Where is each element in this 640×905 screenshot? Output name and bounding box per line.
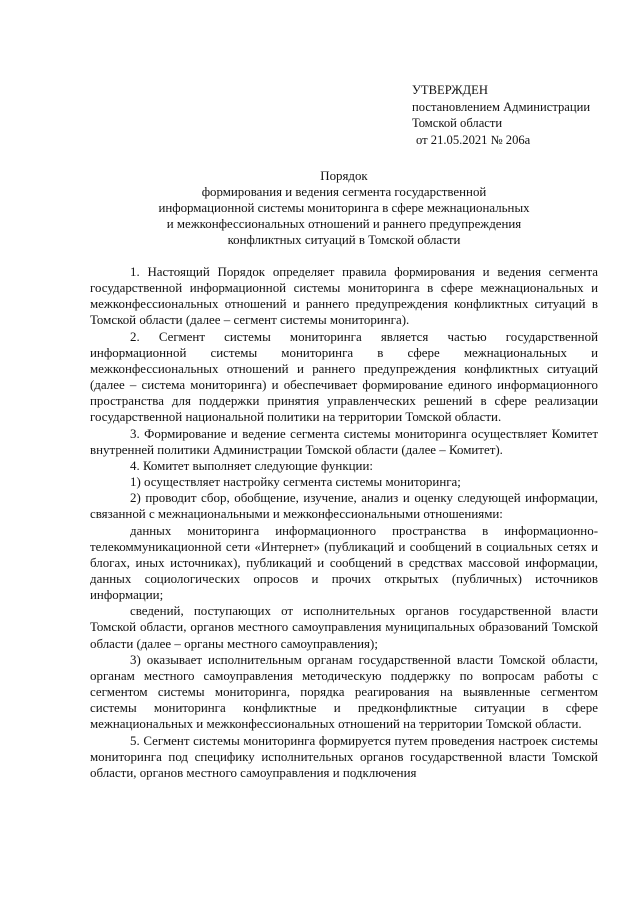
approval-line-2: Томской области [412, 116, 503, 130]
approval-stamp [412, 82, 590, 148]
approval-date: от 21.05.2021 № 206а [416, 132, 531, 147]
paragraph-5: 5. Сегмент системы мониторинга формируется путем проведения настроек системы мониторинга под специфику исполнительных органов государственной власти Томской области, органов местного самоуправления и подключения [90, 732, 598, 780]
title-line-3: информационной системы мониторинга в сфере межнациональных [158, 201, 530, 216]
approval-heading: УТВЕРЖДЕН [412, 83, 488, 97]
paragraph-4-item-3: 3) оказывает исполнительным органам государственной власти Томской области, органам местного самоуправления методическую поддержку по вопросам работы с сегментом системы мониторинга, порядка реагирования на выявленные сегментом системы мониторинга конфликтные и предконфликтные ситуации в сфере межнациональных и межконфессиональных отношений на территории Томской области. [90, 651, 598, 732]
paragraph-4-item-1: 1) осуществляет настройку сегмента системы мониторинга; [130, 474, 461, 490]
title-line-5: конфликтных ситуаций в Томской области [227, 233, 461, 248]
paragraph-3: 3. Формирование и ведение сегмента системы мониторинга осуществляет Комитет внутренней политики Администрации Томской области (далее – Комитет). [90, 425, 598, 457]
title-line-2: формирования и ведения сегмента государственной [201, 185, 487, 200]
document-title [90, 168, 598, 248]
paragraph-4-item-2-sub-b: сведений, поступающих от исполнительных органов государственной власти Томской области, органов местного самоуправления муниципальных образований Томской области (далее – органы местного самоуправления); [90, 603, 598, 651]
approval-line-1: постановлением Администрации [412, 99, 591, 114]
paragraph-4-item-2: 2) проводит сбор, обобщение, изучение, анализ и оценку следующей информации, связанной с межнациональными и межконфессиональными отношениями: [90, 490, 598, 522]
paragraph-1: 1. Настоящий Порядок определяет правила формирования и ведения сегмента государственной информационной системы мониторинга в сфере межнациональных и межконфессиональных отношений и раннего предупреждения конфликтных ситуаций в Томской области (далее – сегмент системы мониторинга). [90, 264, 598, 328]
document-body [90, 264, 598, 781]
title-line-1: Порядок [320, 169, 368, 183]
title-line-4: и межконфессиональных отношений и раннего предупреждения [166, 217, 522, 232]
paragraph-4-item-2-sub-a: данных мониторинга информационного пространства в информационно-телекоммуникационной сети «Интернет» (публикаций и сообщений в социальных сетях и блогах, иных источниках), публикаций и сообщений в средствах массовой информации, данных социологических опросов и прочих открытых (публичных) источников информации; [90, 522, 598, 603]
paragraph-4: 4. Комитет выполняет следующие функции: [130, 457, 373, 473]
paragraph-2: 2. Сегмент системы мониторинга является частью государственной информационной системы мониторинга в сфере межнациональных и межконфессиональных отношений и раннего предупреждения конфликтных ситуаций (далее – система мониторинга) и обеспечивает формирование единого информационного пространства для поддержки принятия управленческих решений в сфере реализации государственной национальной политики на территории Томской области. [90, 328, 598, 425]
